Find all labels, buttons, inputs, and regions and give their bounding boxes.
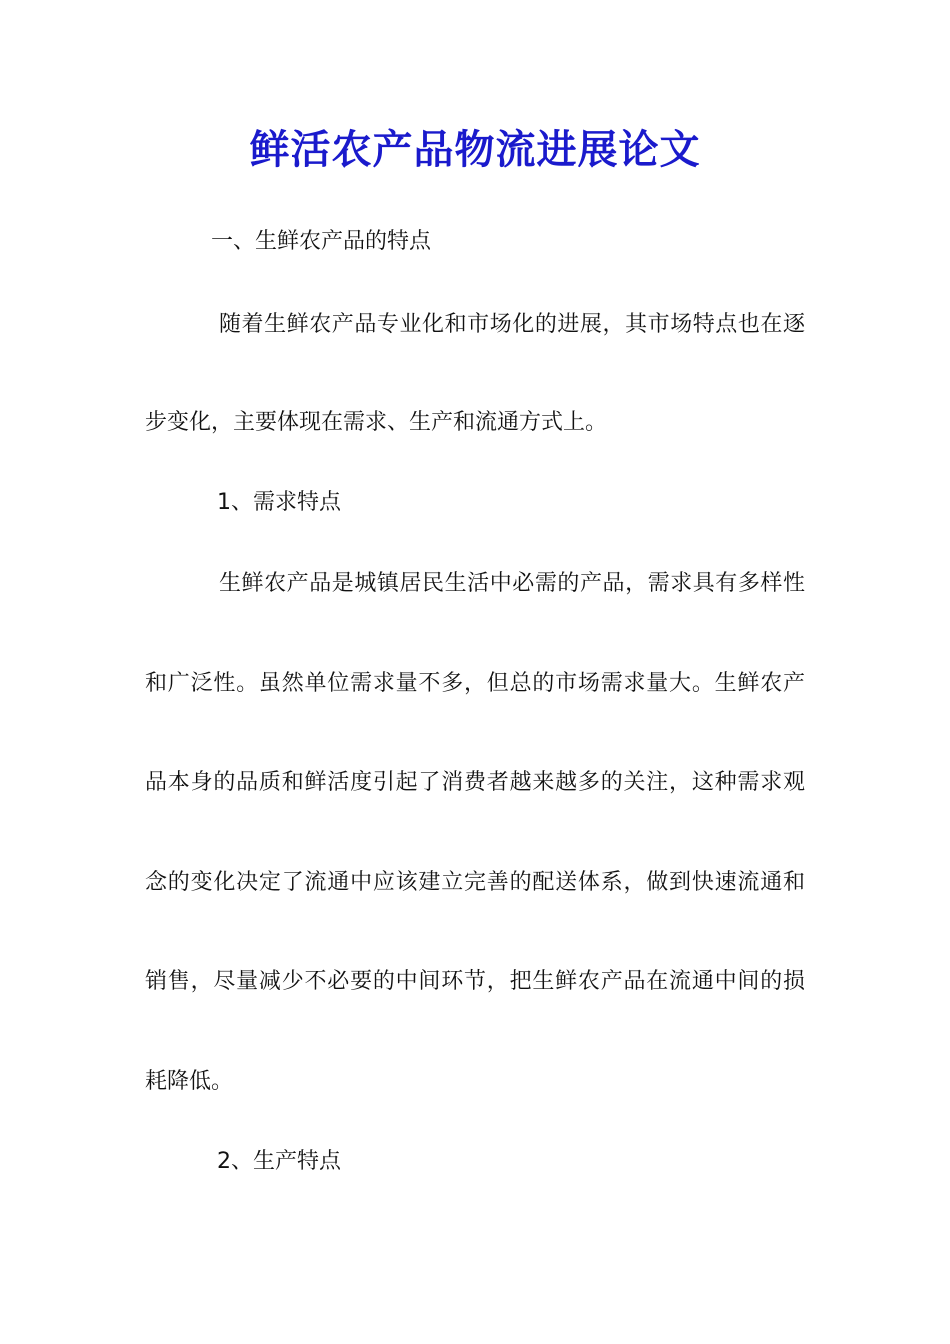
paragraph-2-line-3: 品本身的品质和鲜活度引起了消费者越来越多的关注，这种需求观 [145, 770, 805, 795]
paragraph-1-line-1: 随着生鲜农产品专业化和市场化的进展，其市场特点也在逐 [219, 312, 805, 337]
document-title: 鲜活农产品物流进展论文 [249, 126, 701, 173]
paragraph-2-line-4: 念的变化决定了流通中应该建立完善的配送体系，做到快速流通和 [145, 870, 805, 895]
section-heading-3: 2、生产特点 [217, 1149, 341, 1174]
paragraph-2-line-1: 生鲜农产品是城镇居民生活中必需的产品，需求具有多样性 [219, 571, 805, 596]
paragraph-2-line-2: 和广泛性。虽然单位需求量不多，但总的市场需求量大。生鲜农产 [145, 671, 805, 696]
section-heading-1: 一、生鲜农产品的特点 [211, 229, 432, 254]
paragraph-2-line-6: 耗降低。 [145, 1069, 234, 1094]
section-heading-2: 1、需求特点 [217, 490, 341, 515]
paragraph-1-line-2: 步变化，主要体现在需求、生产和流通方式上。 [145, 410, 608, 435]
paragraph-2-line-5: 销售，尽量减少不必要的中间环节，把生鲜农产品在流通中间的损 [145, 969, 805, 994]
